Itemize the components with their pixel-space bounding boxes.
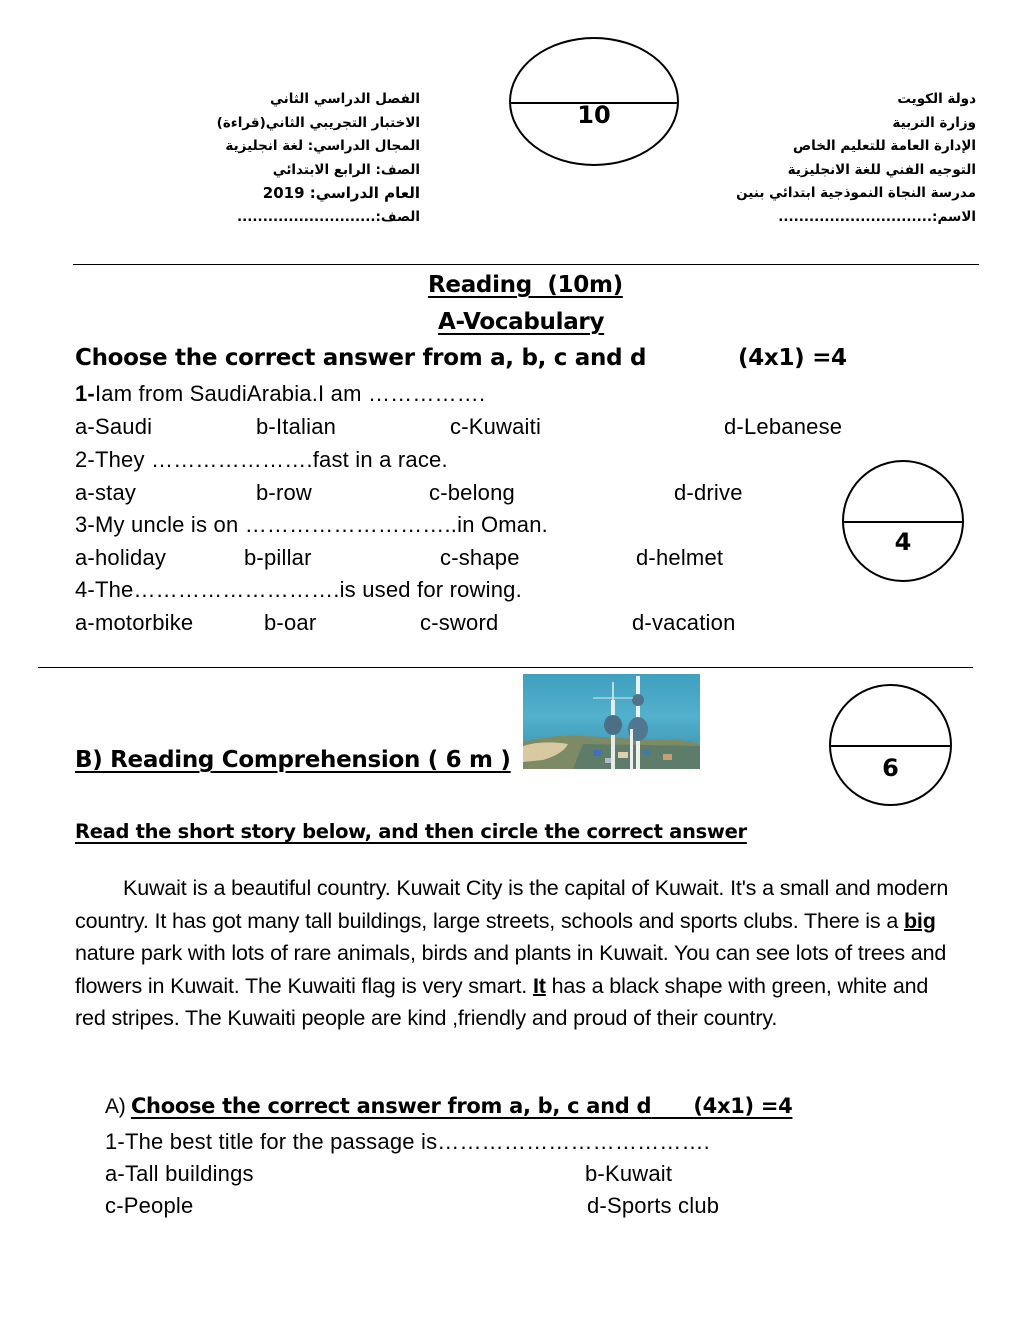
question-text: They ………………….fast in a race. [94, 447, 448, 472]
school-info-block [736, 88, 976, 229]
comprehension-score-value: 6 [882, 754, 899, 782]
question-1 [75, 381, 485, 407]
comprehension-score-circle [829, 684, 952, 806]
passage-part-2: nature park with lots of rare animals, birds and plants in Kuwait. You can see lots of trees and flowers in Kuwait. The Kuwaiti flag is very smart. [75, 941, 947, 998]
question-number: 1- [75, 381, 95, 406]
year-label: العام الدراسي: 2019 [262, 184, 420, 202]
question-text: My uncle is on ………………………..in Oman. [94, 512, 548, 537]
reading-title: Reading (10m) [428, 272, 623, 298]
passage-part-3: has a black shape with green, white and red stripes. The Kuwaiti people are kind ,friendly and proud of their country. [75, 973, 929, 1030]
q2-option-d[interactable]: d-drive [674, 480, 743, 505]
question-4 [75, 577, 522, 603]
kuwait-towers-illustration [523, 674, 700, 769]
comprehension-question-1: 1-The best title for the passage is………………………………. [105, 1129, 710, 1154]
score-divider [844, 521, 962, 523]
kuwait-towers-image [523, 674, 700, 769]
q2-option-a[interactable]: a-stay [75, 480, 137, 505]
header-divider [73, 264, 979, 265]
q2-option-c[interactable]: c-belong [429, 480, 515, 505]
total-score-oval [509, 37, 679, 166]
exam-info-block [217, 88, 420, 229]
section-divider [38, 667, 973, 668]
passage-part-1: Kuwait is a beautiful country. Kuwait City is the capital of Kuwait. It's a small and modern country. It has got many tall buildings, large streets, schools and sports clubs. There is a [75, 876, 949, 933]
vocab-instruction: Choose the correct answer from a, b, c and d [75, 345, 647, 371]
ministry-label: وزارة التربية [892, 114, 976, 131]
subsection-prefix: A) [105, 1095, 131, 1118]
country-label: دولة الكويت [897, 91, 976, 107]
q3-option-d[interactable]: d-helmet [636, 545, 724, 570]
vocab-score-value: 4 [894, 528, 912, 556]
comprehension-title: B) Reading Comprehension ( 6 m ) [75, 747, 511, 773]
supervision-label: التوجيه الفني للغة الانجليزية [787, 161, 976, 178]
passage-keyword-it: It [532, 973, 546, 998]
subsection-gap [651, 1094, 693, 1118]
vocabulary-title: A-Vocabulary [438, 309, 605, 335]
subsection-instruction: Choose the correct answer from a, b, c and d [130, 1094, 652, 1118]
q4-option-a[interactable]: a-motorbike [75, 610, 194, 635]
q1-option-a[interactable]: a-Saudi [75, 414, 153, 439]
comprehension-instruction: Read the short story below, and then circle the correct answer [75, 820, 747, 843]
student-name-field[interactable]: الاسم:.............................. [778, 208, 976, 225]
total-score-value: 10 [577, 101, 611, 129]
question-text: Iam from SaudiArabia.I am ……………. [94, 381, 486, 406]
administration-label: الإدارة العامة للتعليم الخاص [793, 138, 976, 154]
cq1-option-a[interactable]: a-Tall buildings [105, 1161, 254, 1186]
school-name-label: مدرسة النجاة النموذجية ابتدائي بنين [736, 185, 976, 201]
q1-option-d[interactable]: d-Lebanese [724, 414, 843, 439]
q1-option-b[interactable]: b-Italian [256, 414, 337, 439]
question-text: The……………………….is used for rowing. [94, 577, 522, 602]
question-2 [75, 447, 448, 473]
passage-keyword-big: big [903, 908, 936, 933]
q4-option-b[interactable]: b-oar [264, 610, 317, 635]
vocab-marks: (4x1) =4 [738, 345, 847, 371]
question-number: 2- [75, 447, 95, 472]
comprehension-subsection-heading [105, 1094, 792, 1119]
q3-option-c[interactable]: c-shape [440, 545, 520, 570]
question-3 [75, 512, 548, 538]
question-number: 4- [75, 577, 95, 602]
cq1-option-b[interactable]: b-Kuwait [585, 1161, 673, 1186]
cq1-option-d[interactable]: d-Sports club [587, 1193, 720, 1218]
score-divider [831, 745, 950, 747]
class-field[interactable]: الصف:........................... [237, 208, 420, 225]
vocab-score-circle [842, 460, 964, 582]
semester-label: الفصل الدراسي الثاني [270, 91, 420, 107]
q2-option-b[interactable]: b-row [256, 480, 313, 505]
q4-option-d[interactable]: d-vacation [632, 610, 736, 635]
reading-passage [75, 872, 960, 1035]
exam-title-label: الاختبار التجريبي الثاني(قراءة) [216, 114, 420, 131]
q3-option-b[interactable]: b-pillar [244, 545, 312, 570]
q1-option-c[interactable]: c-Kuwaiti [450, 414, 542, 439]
question-number: 3- [75, 512, 95, 537]
q3-option-a[interactable]: a-holiday [75, 545, 167, 570]
grade-label: الصف: الرابع الابتدائي [272, 161, 420, 178]
q4-option-c[interactable]: c-sword [420, 610, 499, 635]
cq1-option-c[interactable]: c-People [105, 1193, 194, 1218]
subsection-marks: (4x1) =4 [693, 1094, 793, 1118]
subject-label: المجال الدراسي: لغة انجليزية [225, 138, 420, 154]
